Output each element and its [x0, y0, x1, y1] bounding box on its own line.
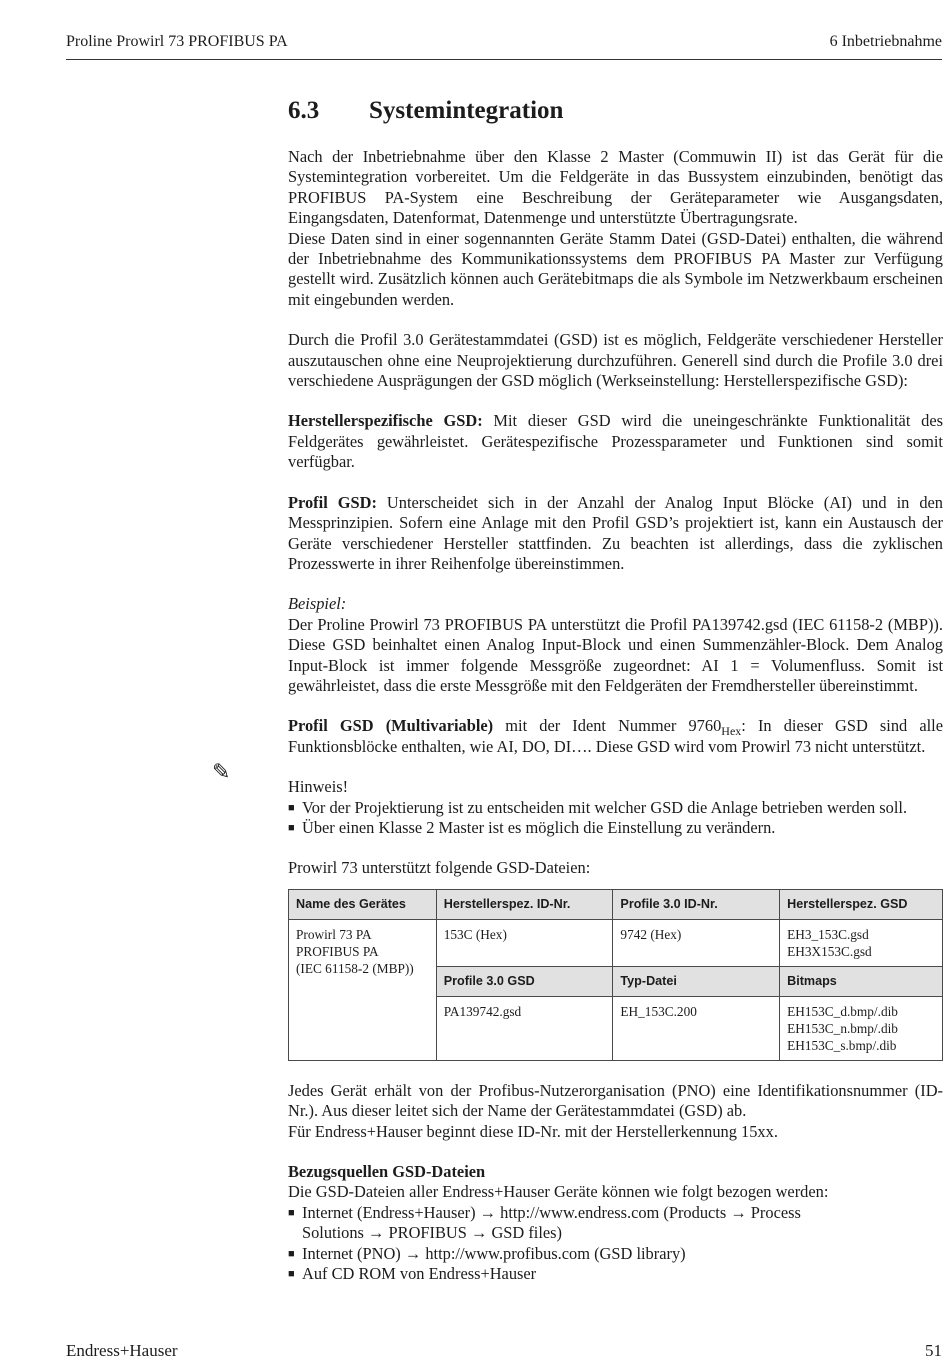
bitmap-file: EH153C_d.bmp/.dib	[787, 1003, 898, 1019]
sources-intro: Die GSD-Dateien aller Endress+Hauser Geräte können wie folgt bezogen werden:	[288, 1182, 829, 1202]
section-number: 6.3	[288, 97, 320, 124]
table-intro: Prowirl 73 unterstützt folgende GSD-Dateien:	[288, 858, 591, 878]
sources-title: Bezugsquellen GSD-Dateien	[288, 1162, 486, 1181]
gsd-file: EH3X153C.gsd	[787, 943, 872, 959]
example-label-text: Beispiel:	[288, 594, 347, 614]
note-item: ■ Über einen Klasse 2 Master ist es möglich die Einstellung zu verändern.	[288, 818, 943, 838]
term-profile-gsd: Profil GSD:	[288, 492, 377, 512]
device-line: Prowirl 73 PA	[296, 926, 372, 942]
running-header-chapter: 6 Inbetriebnahme	[829, 33, 942, 50]
paragraph-id-number: Jedes Gerät erhält von der Profibus-Nutzerorganisation (PNO) eine Identifikationsnummer (ID-Nr.). Aus dieser leitet sich der Name der Gerätestammdatei (GSD) ab.	[288, 1080, 943, 1121]
paragraph-profile-gsd	[288, 493, 943, 575]
device-line: PROFIBUS PA	[296, 943, 379, 959]
text-multivariable-a: mit der Ident Nummer 9760	[493, 716, 722, 736]
term-multivariable: Profil GSD (Multivariable)	[288, 716, 494, 736]
gsd-file: EH3_153C.gsd	[787, 926, 869, 942]
table-subheader: Typ-Datei	[613, 966, 780, 996]
section-title	[288, 95, 943, 127]
table-header: Herstellerspez. GSD	[780, 889, 943, 919]
device-line: (IEC 61158-2 (MBP))	[296, 960, 414, 976]
table-cell: 153C (Hex)	[436, 919, 613, 966]
example-text: Der Proline Prowirl 73 PROFIBUS PA unterstützt die Profil PA139742.gsd (IEC 61158-2 (MBP)). Diese GSD beinhaltet einen Analog Input-Block und einen Summenzähler-Block. Dem Analog Input-Block ist immer folgende Messgröße zugeordnet: AI 1 = Volumenfluss. Somit ist gewährleistet, dass die erste Messgröße mit den Feldgeräten der Fremdhersteller übereinstimmt.	[288, 614, 943, 695]
text-multivariable-b: : In dieser GSD sind alle Funktionsblöcke enthalten, wie AI, DO, DI…. Diese GSD wird vom Prowirl 73 nicht unterstützt.	[288, 716, 944, 756]
main-content	[288, 95, 943, 1284]
note-title: Hinweis!	[288, 777, 349, 797]
source-item: ■ Auf CD ROM von Endress+Hauser	[288, 1264, 943, 1284]
paragraph-gsd-description: Diese Daten sind in einer sogennannten Geräte Stamm Datei (GSD-Datei) enthalten, die während der Inbetriebnahme des Kommunikationssystems dem PROFIBUS PA Master zur Verfügung gestellt wird. Zusätzlich können auch Gerätebitmaps die als Symbole im Netzwerkbaum erscheinen mit eingebunden werden.	[288, 228, 943, 309]
bitmap-file: EH153C_n.bmp/.dib	[787, 1020, 898, 1036]
gsd-table	[288, 889, 943, 1061]
source-item: ■ Internet (Endress+Hauser) → http://www.endress.com (Products → Process Solutions → PROFIBUS → GSD files)	[288, 1203, 943, 1244]
running-header-title: Proline Prowirl 73 PROFIBUS PA	[66, 33, 288, 50]
note-list	[288, 798, 943, 839]
section-title-text: Systemintegration	[369, 97, 564, 124]
example-label	[288, 594, 943, 614]
table-cell	[780, 919, 943, 966]
text-profile-gsd: Unterscheidet sich in der Anzahl der Analog Input Blöcke (AI) und in den Messprinzipien. Sofern eine Anlage mit den Profil GSD’s projektiert ist, kann ein Austausch der Geräte verschiedener Hersteller stattfinden. Zu beachten ist allerdings, dass die zyklischen Prozesswerte in ihrer Reihenfolge übereinstimmen.	[288, 492, 943, 573]
paragraph-multivariable	[288, 716, 943, 757]
page-number: 51	[925, 1341, 942, 1360]
table-cell-device	[289, 919, 437, 1060]
bitmap-file: EH153C_s.bmp/.dib	[787, 1037, 897, 1053]
footer-brand: Endress+Hauser	[66, 1341, 178, 1360]
term-manufacturer-gsd: Herstellerspezifische GSD:	[288, 411, 483, 431]
table-header: Name des Gerätes	[289, 889, 437, 919]
note-item: ■ Vor der Projektierung ist zu entscheiden mit welcher GSD die Anlage betrieben werden soll.	[288, 798, 943, 818]
table-cell: PA139742.gsd	[436, 996, 613, 1060]
header-rule	[66, 59, 942, 60]
paragraph-manufacturer-gsd	[288, 411, 943, 472]
sources-list	[288, 1203, 943, 1285]
paragraph-profile: Durch die Profil 3.0 Gerätestammdatei (GSD) ist es möglich, Feldgeräte verschiedener Hersteller auszutauschen ohne eine Neuprojektierung durchzuführen. Generell sind durch die Profile 3.0 drei verschiedene Ausprägungen der GSD möglich (Werkseinstellung: Herstellerspezifische GSD):	[288, 330, 943, 391]
pencil-icon: ✎	[212, 760, 231, 785]
table-header: Herstellerspez. ID-Nr.	[436, 889, 613, 919]
hex-subscript: Hex	[721, 724, 742, 739]
table-subheader: Bitmaps	[780, 966, 943, 996]
table-cell	[780, 996, 943, 1060]
table-header: Profile 3.0 ID-Nr.	[613, 889, 780, 919]
table-cell: EH_153C.200	[613, 996, 780, 1060]
paragraph-manufacturer-code: Für Endress+Hauser beginnt diese ID-Nr. mit der Herstellerkennung 15xx.	[288, 1121, 778, 1141]
table-subheader: Profile 3.0 GSD	[436, 966, 613, 996]
table-cell: 9742 (Hex)	[613, 919, 780, 966]
paragraph-intro: Nach der Inbetriebnahme über den Klasse 2 Master (Commuwin II) ist das Gerät für die Systemintegration vorbereitet. Um die Feldgeräte in das Bussystem einzubinden, benötigt das PROFIBUS PA-System eine Beschreibung der Geräteparameter wie Ausgangsdaten, Eingangsdaten, Datenformat, Datenmenge und unterstützte Übertragungsrate.	[288, 147, 943, 228]
text-manufacturer-gsd: Mit dieser GSD wird die uneingeschränkte Funktionalität des Feldgerätes gewährleistet. Gerätespezifische Prozessparameter und Funktionen sind somit verfügbar.	[288, 411, 943, 472]
source-item: ■ Internet (PNO) → http://www.profibus.com (GSD library)	[288, 1244, 943, 1264]
